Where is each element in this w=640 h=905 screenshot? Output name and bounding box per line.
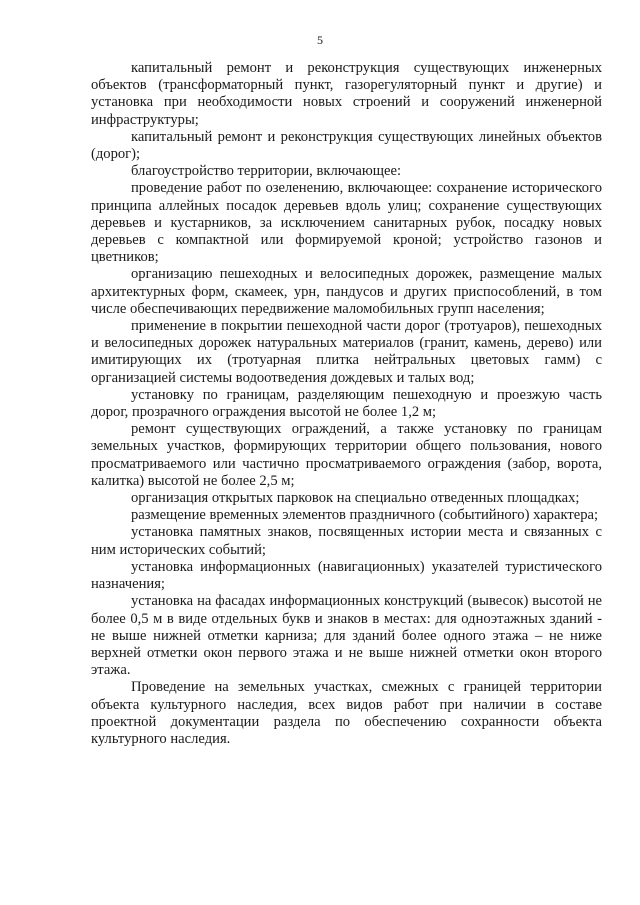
paragraph-memorial-signs: установка памятных знаков, посвященных истории места и связанных с ним исторических событий; [91, 524, 602, 558]
paragraph-greening: проведение работ по озеленению, включающее: сохранение исторического принципа аллейных посадок деревьев вдоль улиц; сохранение существующих деревьев и кустарников, за исключением санитарных рубок, посадку новых деревьев с компактной или формируемой кроной; устройство газонов и цветников; [91, 180, 602, 266]
paragraph-transparent-fence: установку по границам, разделяющим пешеходную и проезжую часть дорог, прозрачного ограждения высотой не более 1,2 м; [91, 386, 602, 421]
paragraph-paving-materials: применение в покрытии пешеходной части дорог (тротуаров), пешеходных и велосипедных дорожек натуральных материалов (гранит, камень, дерево) или имитирующих их (тротуарная плитка нейтральных цветовых гамм) с организацией системы водоотведения дождевых и талых вод; [91, 318, 602, 386]
paragraph-capital-repair-roads: капитальный ремонт и реконструкция существующих линейных объектов (дорог); [91, 128, 602, 163]
paragraph-navigation-signs: установка информационных (навигационных) указателей туристического назначения; [91, 558, 602, 593]
document-body [91, 60, 602, 748]
paragraph-landscaping-intro: благоустройство территории, включающее: [131, 163, 402, 180]
paragraph-open-parking: организация открытых парковок на специально отведенных площадках; [131, 490, 580, 507]
paragraph-adjacent-works: Проведение на земельных участках, смежных с границей территории объекта культурного наследия, всех видов работ при наличии в составе проектной документации раздела по обеспечению сохранности объекта культурного наследия. [91, 679, 602, 747]
paragraph-festive-elements: размещение временных элементов праздничного (событийного) характера; [131, 507, 599, 524]
paragraph-fence-repair: ремонт существующих ограждений, а также установку по границам земельных участков, формирующих территории общего пользования, нового просматриваемого или частично просматриваемого ограждения (забор, ворота, калитка) высотой не более 2,5 м; [91, 421, 602, 489]
paragraph-pedestrian-paths: организацию пешеходных и велосипедных дорожек, размещение малых архитектурных форм, скамеек, урн, пандусов и других приспособлений, в том числе обеспечивающих передвижение маломобильных групп населения; [91, 266, 602, 317]
paragraph-facade-signage: установка на фасадах информационных конструкций (вывесок) высотой не более 0,5 м в виде отдельных букв и знаков в местах: для одноэтажных зданий - не выше нижней отметки карниза; для зданий более одного этажа – не ниже верхней отметки окон первого этажа и не выше нижней отметки окон второго этажа. [91, 593, 602, 679]
paragraph-capital-repair-engineering: капитальный ремонт и реконструкция существующих инженерных объектов (трансформаторный пункт, газорегуляторный пункт и другие) и установка при необходимости новых строений и сооружений инженерной инфраструктуры; [91, 60, 602, 128]
page-number: 5 [317, 33, 323, 47]
